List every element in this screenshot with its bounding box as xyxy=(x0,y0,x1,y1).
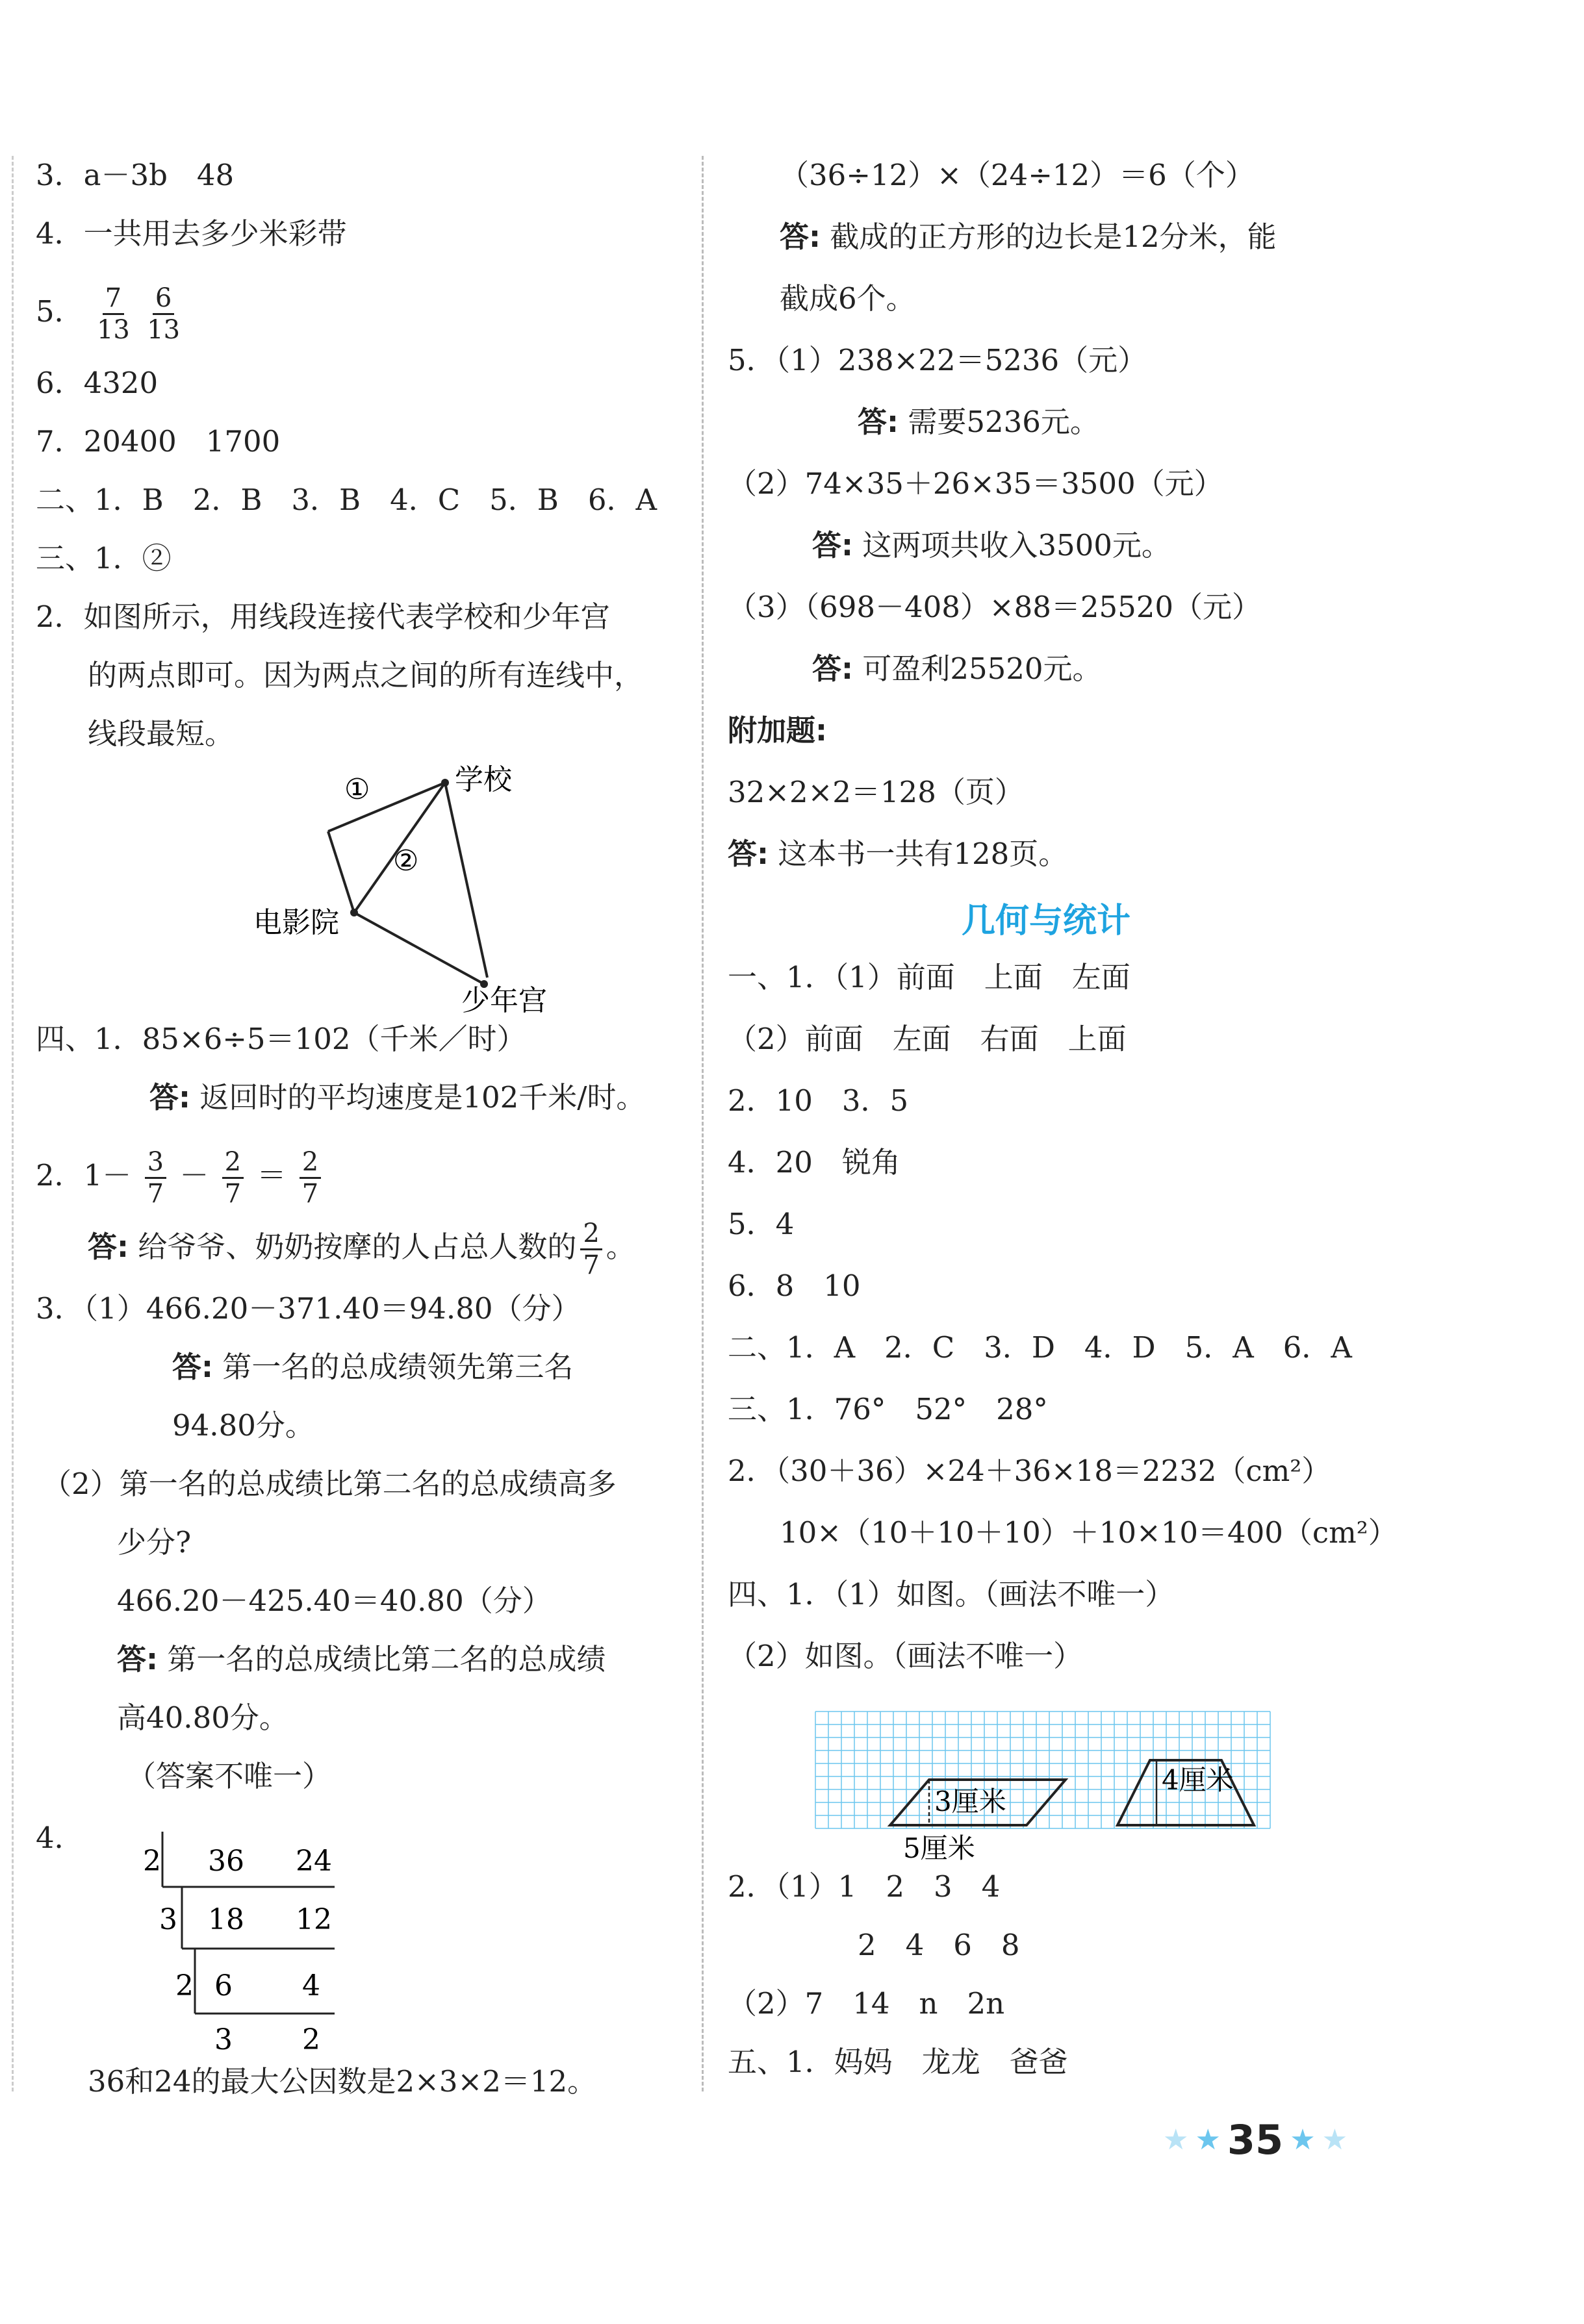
fraction: $\frac{2}{7}$ xyxy=(300,1147,321,1209)
answer-line: 三、1．② xyxy=(36,541,172,575)
answer-line: 答: 第一名的总成绩领先第三名 xyxy=(172,1350,574,1384)
route-2-label: ② xyxy=(393,844,419,878)
answer-line: 6．8 10 xyxy=(728,1269,861,1303)
svg-text:36: 36 xyxy=(208,1845,244,1878)
svg-text:12: 12 xyxy=(296,1903,332,1936)
svg-text:4: 4 xyxy=(302,1969,320,2002)
star-icon: ★ xyxy=(1163,2123,1189,2156)
answer-line: 32×2×2＝128（页） xyxy=(728,775,1024,809)
answer-line: 7．20400 1700 xyxy=(36,424,281,459)
page-number-text: 35 xyxy=(1227,2116,1284,2164)
answer-line: 36和24的最大公因数是2×3×2＝12。 xyxy=(88,2064,597,2099)
answer-line: 答: 返回时的平均速度是102千米/时。 xyxy=(149,1080,646,1115)
page-number xyxy=(1163,2116,1348,2164)
bonus-heading: 附加题: xyxy=(728,713,827,748)
fraction: $\frac{3}{7}$ xyxy=(145,1147,166,1209)
answer-line: 四、1．85×6÷5＝102（千米／时） xyxy=(36,1022,526,1056)
trapezoid-height-label: 4厘米 xyxy=(1162,1764,1234,1796)
answer-line: （3）（698－408）×88＝25520（元） xyxy=(728,590,1262,624)
svg-text:18: 18 xyxy=(208,1903,244,1936)
answer-line: 二、1．A 2．C 3．D 4．D 5．A 6．A xyxy=(728,1330,1352,1365)
answer-line: 二、1．B 2．B 3．B 4．C 5．B 6．A xyxy=(36,483,657,517)
answer-line: 466.20－425.40＝40.80（分） xyxy=(117,1584,552,1618)
section-title: 几何与统计 xyxy=(962,902,1131,941)
answer-line: 的两点即可。因为两点之间的所有连线中， xyxy=(88,658,644,692)
height-label: 3厘米 xyxy=(934,1786,1006,1817)
answer-line: 答: 这本书一共有128页。 xyxy=(728,837,1068,871)
star-icon: ★ xyxy=(1195,2123,1221,2156)
answer-line: （2）74×35＋26×35＝3500（元） xyxy=(728,466,1223,501)
base-label: 5厘米 xyxy=(903,1832,975,1864)
answer-line: （2）7 14 n 2n xyxy=(728,1986,1005,2021)
answer-line: 四、1．（1）如图。（画法不唯一） xyxy=(728,1577,1175,1611)
answer-line: 答: 需要5236元。 xyxy=(858,405,1099,439)
answer-line: 2 4 6 8 xyxy=(858,1928,1020,1962)
fraction: $\frac{7}{13}$ xyxy=(96,283,130,345)
svg-text:2: 2 xyxy=(302,2023,320,2056)
answer-line: 3．（1）466.20－371.40＝94.80（分） xyxy=(36,1291,581,1326)
answer-line: （36÷12）×（24÷12）＝6（个） xyxy=(780,158,1255,192)
answer-line: （2）如图。（画法不唯一） xyxy=(728,1639,1083,1673)
route-to-palace xyxy=(354,913,484,984)
route-diagram xyxy=(205,753,568,1017)
answer-line: 6．4320 xyxy=(36,366,159,400)
answer-line: 答: 可盈利25520元。 xyxy=(812,651,1102,686)
answer-line: 高40.80分。 xyxy=(117,1700,288,1735)
short-division xyxy=(101,1825,361,2059)
answer-line: 4．一共用去多少米彩带 xyxy=(36,216,347,251)
answer-line: 2．（30＋36）×24＋36×18＝2232（cm²） xyxy=(728,1454,1331,1488)
svg-text:3: 3 xyxy=(159,1903,177,1936)
answer-line: 10×（10＋10＋10）＋10×10＝400（cm²） xyxy=(780,1515,1398,1550)
answer-line: 5．（1）238×22＝5236（元） xyxy=(728,343,1147,377)
column-divider xyxy=(702,156,704,2091)
grid-figure xyxy=(806,1702,1286,1864)
answer-line: 2．如图所示，用线段连接代表学校和少年宫 xyxy=(36,600,610,634)
answer-line: （2）第一名的总成绩比第二名的总成绩高多 xyxy=(42,1467,617,1501)
answer-line: 答: 这两项共收入3500元。 xyxy=(812,528,1171,562)
answer-line: （2）前面 左面 右面 上面 xyxy=(728,1022,1127,1056)
left-margin-rule xyxy=(12,156,14,2091)
star-icon: ★ xyxy=(1322,2123,1348,2156)
item-label: 5． xyxy=(36,294,84,329)
answer-line: 4．20 锐角 xyxy=(728,1145,901,1180)
school-point xyxy=(441,779,449,787)
answer-line: 2．（1）1 2 3 4 xyxy=(728,1869,1001,1904)
answer-line: （答案不唯一） xyxy=(127,1759,332,1793)
answer-line: 五、1．妈妈 龙龙 爸爸 xyxy=(728,2045,1068,2079)
answer-line: 2．10 3．5 xyxy=(728,1083,909,1118)
answer-line-fractions: 2．1－ $\frac{3}{7}$ － $\frac{2}{7}$ ＝ $\frac{2}{7}$ xyxy=(36,1137,325,1215)
school-label: 学校 xyxy=(455,763,512,796)
answer-line: 4． xyxy=(36,1821,84,1855)
svg-text:3: 3 xyxy=(214,2023,233,2056)
answer-line: 少分? xyxy=(117,1525,192,1560)
palace-label: 少年宫 xyxy=(461,984,547,1017)
route-1 xyxy=(328,783,487,978)
route-1-label: ① xyxy=(344,773,370,806)
cinema-point xyxy=(350,909,358,916)
answer-line: 答: 给爷爷、奶奶按摩的人占总人数的 $\frac{2}{7}$ 。 xyxy=(88,1219,635,1280)
answer-line: 截成6个。 xyxy=(780,281,915,316)
answer-line: 3．a－3b 48 xyxy=(36,158,235,192)
answer-line: 线段最短。 xyxy=(88,716,235,751)
answer-line: 94.80分。 xyxy=(172,1408,314,1443)
cinema-label: 电影院 xyxy=(253,906,339,939)
answer-line: 一、1．（1）前面 上面 左面 xyxy=(728,960,1131,994)
fraction: $\frac{2}{7}$ xyxy=(580,1219,602,1280)
fraction: $\frac{6}{13}$ xyxy=(147,283,181,345)
svg-text:24: 24 xyxy=(296,1845,332,1878)
answer-line-fractions xyxy=(36,273,184,351)
answer-line: 答: 第一名的总成绩比第二名的总成绩 xyxy=(117,1642,606,1676)
svg-text:2: 2 xyxy=(175,1969,194,2002)
answer-line: 答: 截成的正方形的边长是12分米，能 xyxy=(780,220,1277,254)
route-2 xyxy=(328,831,354,913)
svg-text:2: 2 xyxy=(143,1845,161,1878)
answer-line: 三、1．76° 52° 28° xyxy=(728,1392,1048,1426)
svg-text:6: 6 xyxy=(214,1969,233,2002)
answer-line: 5．4 xyxy=(728,1207,795,1241)
fraction: $\frac{2}{7}$ xyxy=(222,1147,244,1209)
star-icon: ★ xyxy=(1290,2123,1316,2156)
